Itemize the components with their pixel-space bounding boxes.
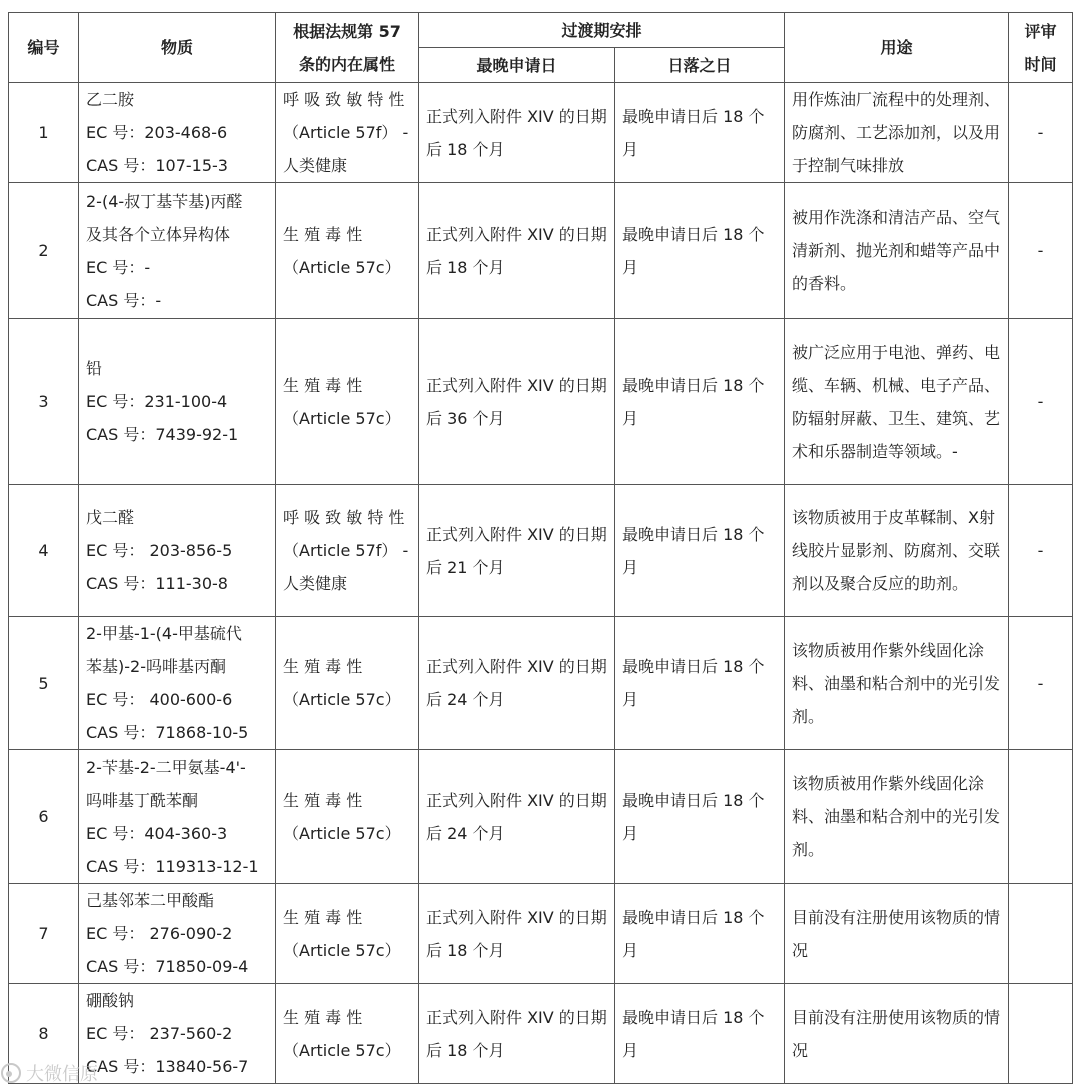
sunset-cell bbox=[615, 183, 785, 319]
substance-line: 己基邻苯二甲酸酯 bbox=[86, 891, 215, 910]
substance-line: CAS 号：111-30-8 bbox=[86, 574, 228, 593]
substance-line: 及其各个立体异构体 bbox=[86, 224, 231, 244]
header-property bbox=[276, 13, 419, 83]
sunset-cell bbox=[615, 319, 785, 485]
table-row bbox=[9, 884, 1073, 984]
row-number-cell: 6 bbox=[9, 750, 79, 884]
use-text: 目前没有注册使用该物质的情况 bbox=[792, 1007, 1001, 1060]
latest-application-cell bbox=[419, 984, 615, 1084]
review-cell: - bbox=[1009, 183, 1073, 319]
use-text: 被广泛应用于电池、弹药、电缆、车辆、机械、电子产品、防辐射屏蔽、卫生、建筑、艺术和乐器制造等领域。- bbox=[792, 342, 1001, 461]
substance-cell bbox=[79, 750, 276, 884]
use-cell bbox=[785, 83, 1009, 183]
substance-line: EC 号：404-360-3 bbox=[86, 823, 228, 843]
latest-application-cell bbox=[419, 617, 615, 750]
sunset-cell bbox=[615, 485, 785, 617]
row-number-cell: 2 bbox=[9, 183, 79, 319]
sunset-cell bbox=[615, 984, 785, 1084]
substance-line: EC 号： 400-600-6 bbox=[86, 690, 233, 709]
review-cell bbox=[1009, 750, 1073, 884]
sunset-cell bbox=[615, 750, 785, 884]
substance-line: CAS 号：- bbox=[86, 290, 162, 310]
sunset-text: 最晚申请日后 18 个月 bbox=[622, 524, 765, 577]
corner-watermark bbox=[0, 1060, 98, 1086]
substance-line: 2-(4-叔丁基苄基)丙醛 bbox=[86, 191, 243, 211]
sunset-text: 最晚申请日后 18 个月 bbox=[622, 106, 765, 159]
latest-application-cell bbox=[419, 884, 615, 984]
property-line: 生 殖 毒 性 bbox=[283, 224, 363, 244]
substance-table bbox=[8, 12, 1073, 1084]
property-line: （Article 57f） - bbox=[283, 123, 409, 142]
row-number-cell: 5 bbox=[9, 617, 79, 750]
latest-application-text: 正式列入附件 XIV 的日期后 18 个月 bbox=[426, 1007, 607, 1060]
property-line: 呼 吸 致 敏 特 性 bbox=[283, 90, 405, 109]
substance-line: EC 号： 237-560-2 bbox=[86, 1024, 233, 1043]
use-cell bbox=[785, 319, 1009, 485]
header-review bbox=[1009, 13, 1073, 83]
latest-application-text: 正式列入附件 XIV 的日期后 24 个月 bbox=[426, 657, 607, 709]
substance-line: 铅 bbox=[86, 359, 103, 378]
table-row bbox=[9, 83, 1073, 183]
sunset-cell bbox=[615, 83, 785, 183]
corner-watermark-text: 大微信原 bbox=[26, 1064, 98, 1085]
property-cell bbox=[276, 984, 419, 1084]
header-sunset: 日落之日 bbox=[615, 48, 785, 83]
latest-application-cell bbox=[419, 183, 615, 319]
property-line: （Article 57c） bbox=[283, 690, 401, 709]
property-line: 生 殖 毒 性 bbox=[283, 657, 363, 676]
use-text: 该物质被用作紫外线固化涂料、油墨和粘合剂中的光引发剂。 bbox=[792, 774, 1001, 859]
property-line: 人类健康 bbox=[283, 574, 348, 593]
latest-application-text: 正式列入附件 XIV 的日期后 18 个月 bbox=[426, 907, 607, 960]
substance-line: CAS 号：7439-92-1 bbox=[86, 425, 239, 444]
latest-application-cell bbox=[419, 83, 615, 183]
sunset-text: 最晚申请日后 18 个月 bbox=[622, 375, 765, 428]
latest-application-cell bbox=[419, 319, 615, 485]
use-text: 该物质被用作紫外线固化涂料、油墨和粘合剂中的光引发剂。 bbox=[792, 640, 1001, 726]
substance-line: 硼酸钠 bbox=[86, 991, 135, 1010]
property-cell bbox=[276, 485, 419, 617]
property-cell bbox=[276, 319, 419, 485]
substance-line: CAS 号：71868-10-5 bbox=[86, 723, 249, 742]
substance-cell bbox=[79, 617, 276, 750]
substance-line: 乙二胺 bbox=[86, 90, 135, 109]
use-text: 被用作洗涤和清洁产品、空气清新剂、抛光剂和蜡等产品中的香料。 bbox=[792, 208, 1001, 293]
header-transition: 过渡期安排 bbox=[419, 13, 785, 48]
review-cell: - bbox=[1009, 83, 1073, 183]
review-cell bbox=[1009, 984, 1073, 1084]
substance-cell bbox=[79, 183, 276, 319]
property-line: 呼 吸 致 敏 特 性 bbox=[283, 508, 405, 527]
property-cell bbox=[276, 83, 419, 183]
substance-line: 苯基)-2-吗啡基丙酮 bbox=[86, 657, 226, 676]
header-review-line2: 时间 bbox=[1024, 54, 1057, 74]
substance-line: EC 号： 203-856-5 bbox=[86, 541, 233, 560]
use-text: 该物质被用于皮革鞣制、X射线胶片显影剂、防腐剂、交联剂以及聚合反应的助剂。 bbox=[792, 508, 1001, 593]
table-row bbox=[9, 617, 1073, 750]
substance-line: CAS 号：71850-09-4 bbox=[86, 957, 249, 976]
header-property-line1: 根据法规第 57 bbox=[293, 21, 401, 41]
review-cell: - bbox=[1009, 617, 1073, 750]
substance-line: 吗啡基丁酰苯酮 bbox=[86, 790, 199, 810]
header-property-line2: 条的内在属性 bbox=[298, 54, 395, 74]
substance-line: EC 号：203-468-6 bbox=[86, 123, 228, 142]
substance-line: CAS 号：13840-56-7 bbox=[86, 1057, 249, 1076]
property-line: （Article 57c） bbox=[283, 257, 401, 277]
property-line: （Article 57c） bbox=[283, 1040, 401, 1060]
property-cell bbox=[276, 750, 419, 884]
latest-application-text: 正式列入附件 XIV 的日期后 18 个月 bbox=[426, 106, 607, 159]
sunset-cell bbox=[615, 884, 785, 984]
latest-application-cell bbox=[419, 485, 615, 617]
substance-line: 2-苄基-2-二甲氨基-4'- bbox=[86, 757, 246, 777]
header-number: 编号 bbox=[9, 13, 79, 83]
review-cell bbox=[1009, 884, 1073, 984]
substance-cell bbox=[79, 319, 276, 485]
property-line: 生 殖 毒 性 bbox=[283, 375, 363, 395]
latest-application-text: 正式列入附件 XIV 的日期后 18 个月 bbox=[426, 224, 607, 277]
use-cell bbox=[785, 183, 1009, 319]
property-line: 生 殖 毒 性 bbox=[283, 907, 363, 927]
table-row bbox=[9, 319, 1073, 485]
substance-line: 戊二醛 bbox=[86, 508, 135, 527]
substance-line: CAS 号：119313-12-1 bbox=[86, 856, 259, 876]
row-number-cell: 3 bbox=[9, 319, 79, 485]
sunset-text: 最晚申请日后 18 个月 bbox=[622, 1007, 765, 1060]
header-latest-application: 最晚申请日 bbox=[419, 48, 615, 83]
property-cell bbox=[276, 183, 419, 319]
substance-line: EC 号：231-100-4 bbox=[86, 392, 228, 411]
use-cell bbox=[785, 984, 1009, 1084]
sunset-text: 最晚申请日后 18 个月 bbox=[622, 907, 765, 960]
header-use: 用途 bbox=[785, 13, 1009, 83]
substance-line: CAS 号：107-15-3 bbox=[86, 156, 228, 175]
table-row bbox=[9, 485, 1073, 617]
table-row bbox=[9, 984, 1073, 1084]
review-cell: - bbox=[1009, 485, 1073, 617]
substance-cell bbox=[79, 485, 276, 617]
use-cell bbox=[785, 485, 1009, 617]
latest-application-text: 正式列入附件 XIV 的日期后 24 个月 bbox=[426, 790, 607, 843]
latest-application-cell bbox=[419, 750, 615, 884]
sunset-text: 最晚申请日后 18 个月 bbox=[622, 790, 765, 843]
row-number-cell: 7 bbox=[9, 884, 79, 984]
use-text: 用作炼油厂流程中的处理剂、防腐剂、工艺添加剂，以及用于控制气味排放 bbox=[792, 90, 1001, 175]
property-line: 生 殖 毒 性 bbox=[283, 790, 363, 810]
sunset-text: 最晚申请日后 18 个月 bbox=[622, 657, 765, 709]
use-cell bbox=[785, 750, 1009, 884]
use-cell bbox=[785, 884, 1009, 984]
header-review-line1: 评审 bbox=[1024, 21, 1057, 41]
header-substance: 物质 bbox=[79, 13, 276, 83]
row-number-cell: 8 bbox=[9, 984, 79, 1084]
table-row bbox=[9, 750, 1073, 884]
substance-line: 2-甲基-1-(4-甲基硫代 bbox=[86, 624, 242, 643]
weibo-logo-icon bbox=[0, 1062, 22, 1084]
property-cell bbox=[276, 884, 419, 984]
property-line: （Article 57f） - bbox=[283, 541, 409, 560]
property-cell bbox=[276, 617, 419, 750]
substance-cell bbox=[79, 984, 276, 1084]
property-line: （Article 57c） bbox=[283, 408, 401, 428]
sunset-text: 最晚申请日后 18 个月 bbox=[622, 224, 765, 277]
sunset-cell bbox=[615, 617, 785, 750]
property-line: （Article 57c） bbox=[283, 823, 401, 843]
use-cell bbox=[785, 617, 1009, 750]
use-text: 目前没有注册使用该物质的情况 bbox=[792, 907, 1001, 960]
substance-cell bbox=[79, 83, 276, 183]
substance-line: EC 号： 276-090-2 bbox=[86, 924, 233, 943]
property-line: 人类健康 bbox=[283, 156, 348, 175]
latest-application-text: 正式列入附件 XIV 的日期后 21 个月 bbox=[426, 524, 607, 577]
row-number-cell: 1 bbox=[9, 83, 79, 183]
substance-cell bbox=[79, 884, 276, 984]
latest-application-text: 正式列入附件 XIV 的日期后 36 个月 bbox=[426, 375, 607, 428]
substance-line: EC 号：- bbox=[86, 257, 151, 277]
property-line: （Article 57c） bbox=[283, 940, 401, 960]
row-number-cell: 4 bbox=[9, 485, 79, 617]
property-line: 生 殖 毒 性 bbox=[283, 1007, 363, 1027]
table-row bbox=[9, 183, 1073, 319]
review-cell: - bbox=[1009, 319, 1073, 485]
